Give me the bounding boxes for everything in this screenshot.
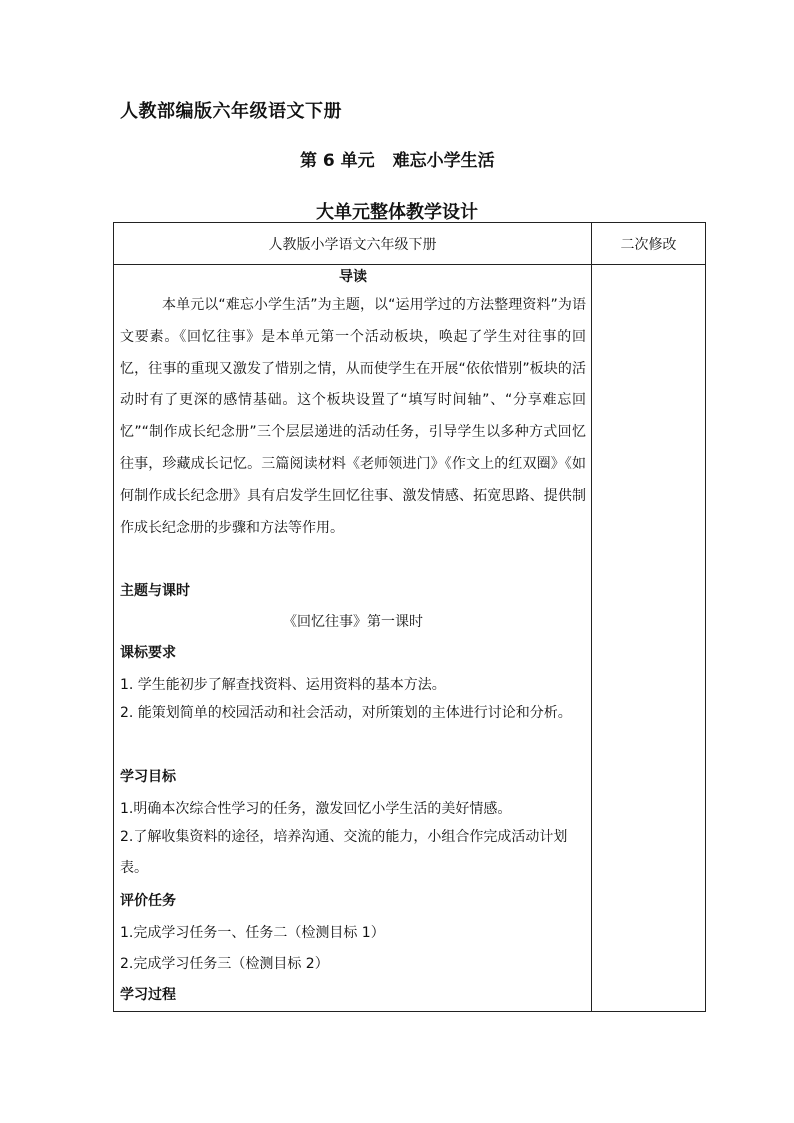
evaluation-item: 1.完成学习任务一、任务二（检测目标 1） [120, 925, 385, 941]
table-header-revision: 二次修改 [620, 236, 677, 253]
evaluation-item: 2.完成学习任务三（检测目标 2） [120, 956, 329, 972]
lesson-title: 《回忆往事》第一课时 [283, 614, 423, 630]
unit-number: 第 6 单元 [300, 151, 375, 171]
book-title: 人教部编版六年级语文下册 [120, 101, 342, 122]
intro-paragraph: 本单元以“难忘小学生活”为主题，以“运用学过的方法整理资料”为语文要素。《回忆往事》是本单元第一个活动板块，唤起了学生对往事的回忆，往事的重现又激发了惜别之情，从而使学生在开展“依依惜别”板块的活动时有了更深的感情基础。这个板块设置了“填写时间轴”、“分享难忘回忆”“制作成长纪念册”三个层层递进的活动任务，引导学生以多种方式回忆往事，珍藏成长记忆。三篇阅读材料《老师领进门》《作文上的红双圈》《如何制作成长纪念册》具有启发学生回忆往事、激发情感、拓宽思路、提供制作成长纪念册的步骤和方法等作用。 [120, 297, 586, 536]
unit-name: 难忘小学生活 [392, 151, 495, 171]
goals-heading: 学习目标 [120, 769, 176, 785]
table-header-textbook: 人教版小学语文六年级下册 [268, 236, 437, 253]
topic-heading: 主题与课时 [120, 583, 190, 599]
standard-item: 1. 学生能初步了解查找资料、运用资料的基本方法。 [120, 677, 446, 693]
unit-title [300, 146, 495, 171]
standard-item: 2. 能策划简单的校园活动和社会活动，对所策划的主体进行讨论和分析。 [120, 705, 572, 721]
goal-item: 2.了解收集资料的途径，培养沟通、交流的能力，小组合作完成活动计划表。 [120, 829, 568, 876]
goal-item: 1.明确本次综合性学习的任务，激发回忆小学生活的美好情感。 [120, 801, 512, 817]
evaluation-heading: 评价任务 [120, 893, 176, 909]
design-title: 大单元整体教学设计 [316, 202, 478, 223]
column-divider [591, 223, 592, 1011]
standards-heading: 课标要求 [120, 645, 176, 661]
process-heading: 学习过程 [120, 987, 176, 1003]
header-row-divider [114, 264, 705, 265]
lesson-plan-table [113, 222, 706, 1012]
intro-heading: 导读 [339, 269, 367, 285]
